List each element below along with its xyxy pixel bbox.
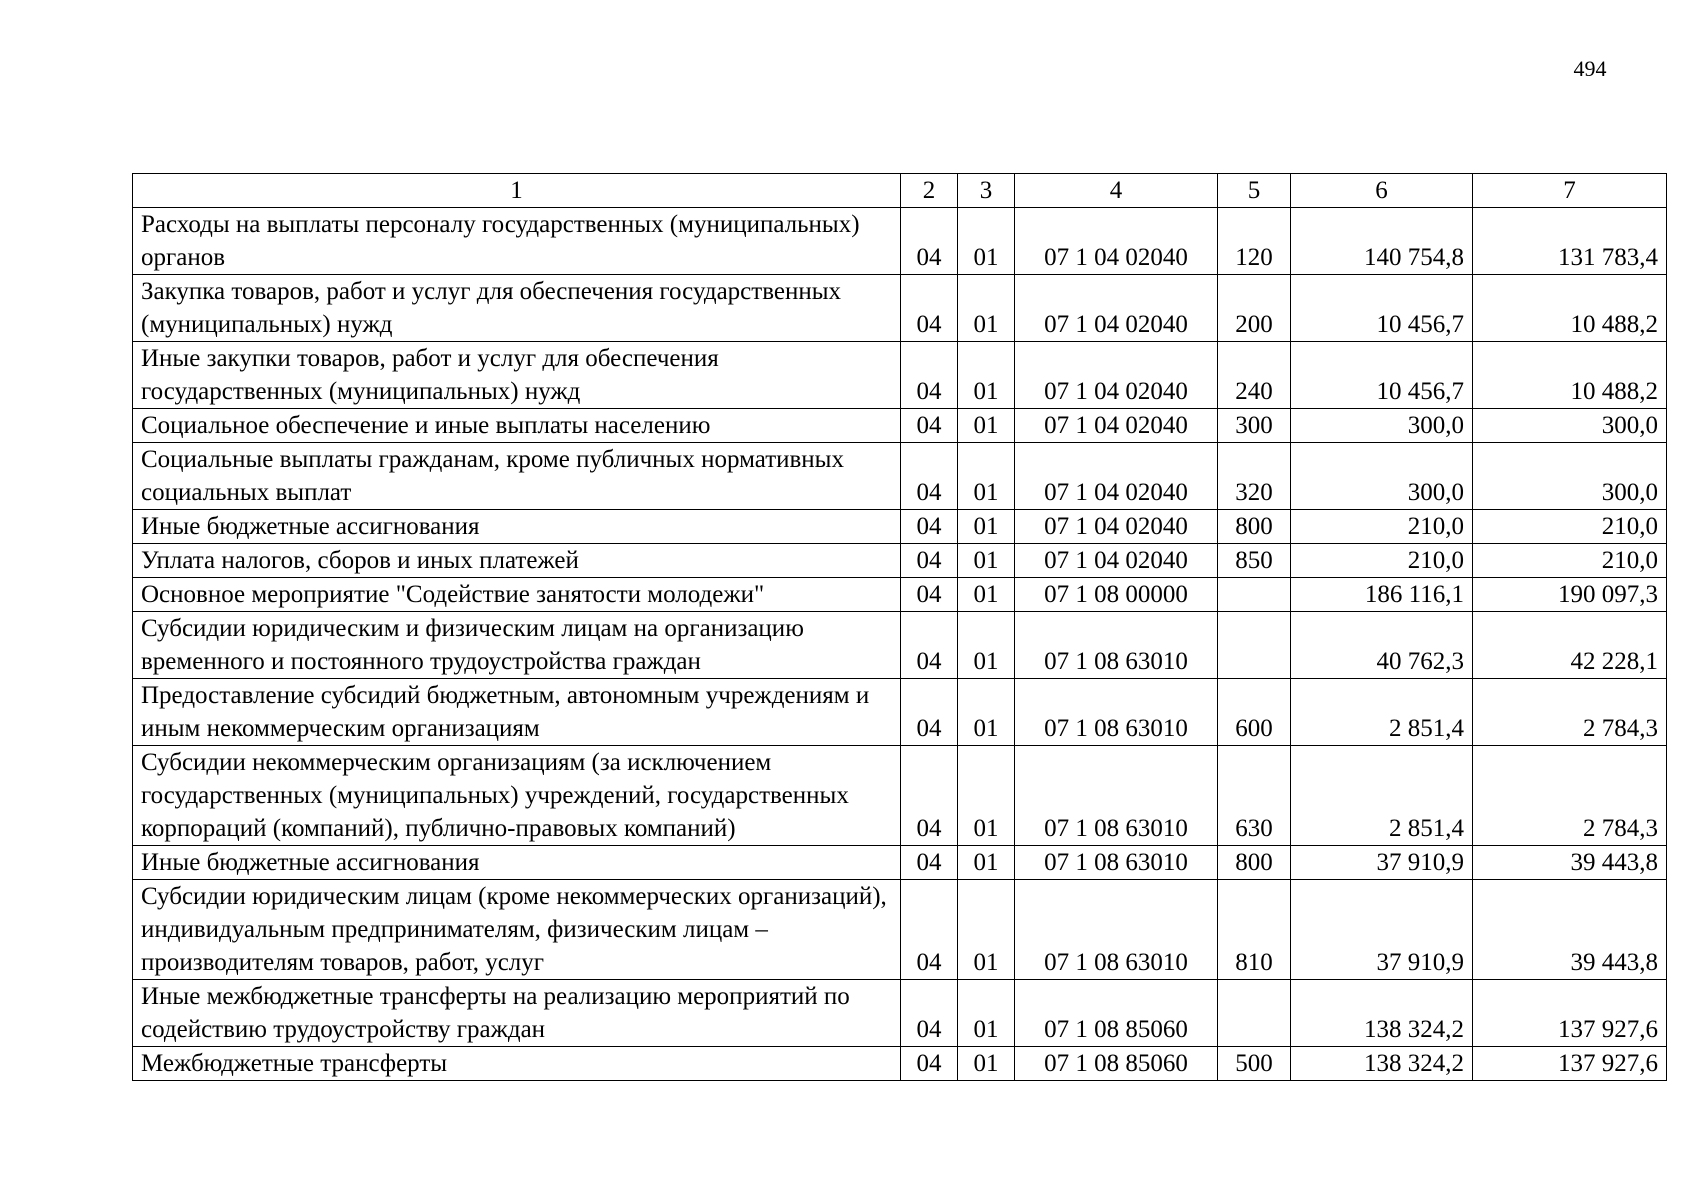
row-amount-year2: 2 784,3: [1473, 679, 1667, 746]
row-section-code: 04: [901, 1047, 958, 1081]
row-amount-year2: 210,0: [1473, 510, 1667, 544]
row-target-article: 07 1 08 63010: [1015, 746, 1218, 846]
row-section-code: 04: [901, 846, 958, 880]
row-section-code: 04: [901, 880, 958, 980]
row-amount-year2: 300,0: [1473, 409, 1667, 443]
row-name: Расходы на выплаты персоналу государственных (муниципальных) органов: [133, 208, 901, 275]
column-header: 1: [133, 174, 901, 208]
row-expense-type: 500: [1218, 1047, 1291, 1081]
row-target-article: 07 1 04 02040: [1015, 275, 1218, 342]
row-name: Иные бюджетные ассигнования: [133, 510, 901, 544]
row-expense-type: [1218, 578, 1291, 612]
row-subsection-code: 01: [958, 275, 1015, 342]
row-subsection-code: 01: [958, 443, 1015, 510]
row-amount-year2: 10 488,2: [1473, 342, 1667, 409]
row-target-article: 07 1 08 00000: [1015, 578, 1218, 612]
row-subsection-code: 01: [958, 846, 1015, 880]
column-header: 4: [1015, 174, 1218, 208]
table-header-row: [133, 174, 1667, 208]
column-header: 3: [958, 174, 1015, 208]
row-amount-year1: 300,0: [1291, 443, 1473, 510]
row-amount-year2: 39 443,8: [1473, 846, 1667, 880]
row-amount-year2: 42 228,1: [1473, 612, 1667, 679]
table-row: [133, 443, 1667, 510]
row-subsection-code: 01: [958, 1047, 1015, 1081]
row-subsection-code: 01: [958, 880, 1015, 980]
row-name: Иные межбюджетные трансферты на реализацию мероприятий по содействию трудоустройству граждан: [133, 980, 901, 1047]
row-name: Основное мероприятие "Содействие занятости молодежи": [133, 578, 901, 612]
row-name: Предоставление субсидий бюджетным, автономным учреждениям и иным некоммерческим организациям: [133, 679, 901, 746]
row-amount-year2: 2 784,3: [1473, 746, 1667, 846]
row-amount-year1: 138 324,2: [1291, 1047, 1473, 1081]
row-section-code: 04: [901, 612, 958, 679]
row-name: Социальные выплаты гражданам, кроме публичных нормативных социальных выплат: [133, 443, 901, 510]
table-row: [133, 612, 1667, 679]
row-amount-year2: 10 488,2: [1473, 275, 1667, 342]
column-header: 7: [1473, 174, 1667, 208]
row-expense-type: 120: [1218, 208, 1291, 275]
row-expense-type: 300: [1218, 409, 1291, 443]
row-target-article: 07 1 04 02040: [1015, 208, 1218, 275]
row-amount-year1: 186 116,1: [1291, 578, 1473, 612]
row-subsection-code: 01: [958, 544, 1015, 578]
row-amount-year1: 300,0: [1291, 409, 1473, 443]
row-name: Субсидии юридическим и физическим лицам на организацию временного и постоянного трудоустройства граждан: [133, 612, 901, 679]
row-target-article: 07 1 08 63010: [1015, 679, 1218, 746]
row-amount-year2: 137 927,6: [1473, 980, 1667, 1047]
row-target-article: 07 1 04 02040: [1015, 342, 1218, 409]
row-amount-year1: 37 910,9: [1291, 846, 1473, 880]
row-name: Межбюджетные трансферты: [133, 1047, 901, 1081]
row-section-code: 04: [901, 409, 958, 443]
row-subsection-code: 01: [958, 679, 1015, 746]
row-amount-year1: 37 910,9: [1291, 880, 1473, 980]
row-expense-type: [1218, 612, 1291, 679]
table-row: [133, 846, 1667, 880]
row-amount-year1: 40 762,3: [1291, 612, 1473, 679]
page-number: 494: [1573, 56, 1607, 81]
row-target-article: 07 1 08 85060: [1015, 1047, 1218, 1081]
row-name: Субсидии юридическим лицам (кроме некоммерческих организаций), индивидуальным предпринимателям, физическим лицам – производителям товаров, работ, услуг: [133, 880, 901, 980]
row-expense-type: 630: [1218, 746, 1291, 846]
table-row: [133, 578, 1667, 612]
row-amount-year1: 138 324,2: [1291, 980, 1473, 1047]
row-target-article: 07 1 04 02040: [1015, 510, 1218, 544]
row-section-code: 04: [901, 342, 958, 409]
row-amount-year1: 2 851,4: [1291, 679, 1473, 746]
row-name: Уплата налогов, сборов и иных платежей: [133, 544, 901, 578]
table-row: [133, 275, 1667, 342]
row-amount-year1: 10 456,7: [1291, 342, 1473, 409]
column-header: 2: [901, 174, 958, 208]
row-target-article: 07 1 04 02040: [1015, 409, 1218, 443]
row-name: Иные бюджетные ассигнования: [133, 846, 901, 880]
row-subsection-code: 01: [958, 578, 1015, 612]
column-header: 5: [1218, 174, 1291, 208]
row-expense-type: 240: [1218, 342, 1291, 409]
row-name: Закупка товаров, работ и услуг для обеспечения государственных (муниципальных) нужд: [133, 275, 901, 342]
table-row: [133, 409, 1667, 443]
row-section-code: 04: [901, 443, 958, 510]
row-expense-type: 850: [1218, 544, 1291, 578]
row-expense-type: 200: [1218, 275, 1291, 342]
row-section-code: 04: [901, 544, 958, 578]
row-section-code: 04: [901, 208, 958, 275]
row-target-article: 07 1 04 02040: [1015, 443, 1218, 510]
column-header: 6: [1291, 174, 1473, 208]
row-expense-type: 320: [1218, 443, 1291, 510]
row-section-code: 04: [901, 275, 958, 342]
table-row: [133, 1047, 1667, 1081]
row-section-code: 04: [901, 980, 958, 1047]
table-row: [133, 208, 1667, 275]
row-section-code: 04: [901, 746, 958, 846]
row-target-article: 07 1 04 02040: [1015, 544, 1218, 578]
row-amount-year1: 2 851,4: [1291, 746, 1473, 846]
row-subsection-code: 01: [958, 746, 1015, 846]
row-target-article: 07 1 08 85060: [1015, 980, 1218, 1047]
table-row: [133, 342, 1667, 409]
row-amount-year2: 190 097,3: [1473, 578, 1667, 612]
row-target-article: 07 1 08 63010: [1015, 880, 1218, 980]
row-section-code: 04: [901, 679, 958, 746]
row-expense-type: [1218, 980, 1291, 1047]
table-row: [133, 679, 1667, 746]
row-target-article: 07 1 08 63010: [1015, 846, 1218, 880]
row-subsection-code: 01: [958, 342, 1015, 409]
row-expense-type: 800: [1218, 510, 1291, 544]
row-amount-year2: 300,0: [1473, 443, 1667, 510]
budget-table: [132, 173, 1667, 1081]
row-expense-type: 600: [1218, 679, 1291, 746]
table-row: [133, 510, 1667, 544]
row-expense-type: 800: [1218, 846, 1291, 880]
row-target-article: 07 1 08 63010: [1015, 612, 1218, 679]
row-expense-type: 810: [1218, 880, 1291, 980]
row-amount-year1: 10 456,7: [1291, 275, 1473, 342]
table-row: [133, 746, 1667, 846]
row-section-code: 04: [901, 578, 958, 612]
row-amount-year1: 140 754,8: [1291, 208, 1473, 275]
row-amount-year2: 131 783,4: [1473, 208, 1667, 275]
row-subsection-code: 01: [958, 208, 1015, 275]
table-row: [133, 544, 1667, 578]
row-amount-year1: 210,0: [1291, 544, 1473, 578]
row-amount-year2: 137 927,6: [1473, 1047, 1667, 1081]
row-subsection-code: 01: [958, 409, 1015, 443]
row-name: Социальное обеспечение и иные выплаты населению: [133, 409, 901, 443]
row-amount-year2: 210,0: [1473, 544, 1667, 578]
row-section-code: 04: [901, 510, 958, 544]
row-amount-year1: 210,0: [1291, 510, 1473, 544]
row-amount-year2: 39 443,8: [1473, 880, 1667, 980]
row-subsection-code: 01: [958, 612, 1015, 679]
row-subsection-code: 01: [958, 980, 1015, 1047]
table-row: [133, 980, 1667, 1047]
row-name: Субсидии некоммерческим организациям (за исключением государственных (муниципальных) учреждений, государственных корпораций (компаний), публично-правовых компаний): [133, 746, 901, 846]
table-row: [133, 880, 1667, 980]
row-subsection-code: 01: [958, 510, 1015, 544]
row-name: Иные закупки товаров, работ и услуг для обеспечения государственных (муниципальных) нужд: [133, 342, 901, 409]
